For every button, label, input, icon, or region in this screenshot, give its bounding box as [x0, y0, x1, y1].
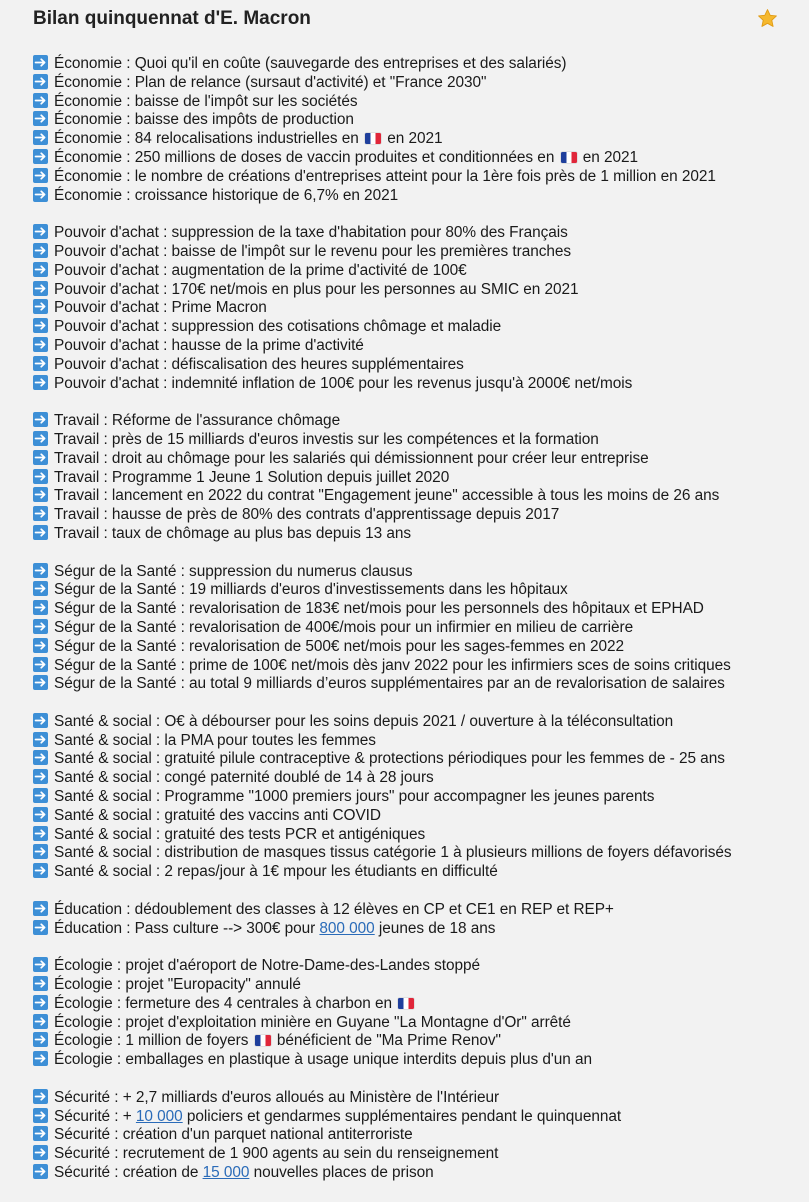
item-text: Sécurité : création d'un parquet national antiterroriste: [54, 1126, 413, 1144]
right-arrow-icon: [33, 788, 48, 803]
item-text: Ségur de la Santé : revalorisation de 400€/mois pour un infirmier en milieu de carrière: [54, 618, 634, 636]
right-arrow-icon: [33, 487, 48, 502]
right-arrow-icon: [33, 826, 48, 841]
right-arrow-icon: [33, 901, 48, 916]
item-text: en 2021: [578, 148, 639, 166]
item-text: Santé & social : la PMA pour toutes les femmes: [54, 731, 376, 749]
right-arrow-icon: [33, 732, 48, 747]
section-securite: [33, 1089, 803, 1183]
item-text: Ségur de la Santé : au total 9 milliards d’euros supplémentaires par an de revalorisation de salaires: [54, 675, 725, 693]
list-item: [33, 469, 803, 488]
list-item: [33, 788, 803, 807]
item-text: Économie : Quoi qu'il en coûte (sauvegarde des entreprises et des salariés): [54, 55, 567, 72]
list-item: [33, 1089, 803, 1108]
list-item: [33, 844, 803, 863]
item-text: Ségur de la Santé : suppression du numerus clausus: [54, 562, 413, 580]
right-arrow-icon: [33, 130, 48, 145]
list-item: [33, 976, 803, 995]
right-arrow-icon: [33, 111, 48, 126]
right-arrow-icon: [33, 619, 48, 634]
list-item: [33, 600, 803, 619]
right-arrow-icon: [33, 769, 48, 784]
list-item: [33, 93, 803, 112]
section-travail: [33, 412, 803, 544]
right-arrow-icon: [33, 337, 48, 352]
list-item: [33, 769, 803, 788]
list-item: [33, 1032, 803, 1051]
right-arrow-icon: [33, 1164, 48, 1179]
right-arrow-icon: [33, 807, 48, 822]
item-text: Santé & social : gratuité des tests PCR et antigéniques: [54, 825, 426, 843]
list-item: [33, 299, 803, 318]
item-text: Santé & social : Programme "1000 premiers jours" pour accompagner les jeunes parents: [54, 788, 655, 806]
right-arrow-icon: [33, 863, 48, 878]
list-item: [33, 638, 803, 657]
right-arrow-icon: [33, 750, 48, 765]
item-text: en 2021: [383, 130, 443, 148]
right-arrow-icon: [33, 243, 48, 258]
right-arrow-icon: [33, 1089, 48, 1104]
star-icon[interactable]: [757, 8, 778, 29]
section-economie: [33, 55, 803, 205]
right-arrow-icon: [33, 149, 48, 164]
list-item: [33, 55, 803, 74]
section-education: [33, 901, 803, 939]
item-text: Santé & social : gratuité pilule contraceptive & protections périodiques pour les femmes de - 25 ans: [54, 750, 725, 768]
right-arrow-icon: [33, 318, 48, 333]
list-item: [33, 262, 803, 281]
page-title: Bilan quinquennat d'E. Macron: [33, 8, 311, 29]
section-pouvoir-achat: [33, 224, 803, 393]
right-arrow-icon: [33, 187, 48, 202]
list-item: [33, 130, 803, 149]
right-arrow-icon: [33, 55, 48, 70]
right-arrow-icon: [33, 431, 48, 446]
item-text: Santé & social : congé paternité doublé de 14 à 28 jours: [54, 769, 434, 787]
item-text: Santé & social : O€ à débourser pour les soins depuis 2021 / ouverture à la téléconsultation: [54, 712, 674, 730]
item-text: Écologie : projet d'exploitation minière en Guyane "La Montagne d'Or" arrêté: [54, 1013, 571, 1031]
item-text: Écologie : projet "Europacity" annulé: [54, 976, 301, 994]
right-arrow-icon: [33, 957, 48, 972]
item-text: Ségur de la Santé : prime de 100€ net/mois dès janv 2022 pour les infirmiers sces de soins critiques: [54, 656, 731, 674]
list-item: [33, 1145, 803, 1164]
item-text: Sécurité : + 2,7 milliards d'euros alloués au Ministère de l'Intérieur: [54, 1088, 500, 1106]
list-item: [33, 337, 803, 356]
item-text: Pouvoir d'achat : baisse de l'impôt sur le revenu pour les premières tranches: [54, 242, 572, 260]
right-arrow-icon: [33, 93, 48, 108]
item-text: Économie : 84 relocalisations industrielles en: [54, 130, 364, 148]
right-arrow-icon: [33, 375, 48, 390]
list-item: [33, 1126, 803, 1145]
item-text: Pouvoir d'achat : 170€ net/mois en plus pour les personnes au SMIC en 2021: [54, 280, 579, 298]
item-text: nouvelles places de prison: [249, 1164, 434, 1182]
list-item: [33, 506, 803, 525]
list-item: [33, 243, 803, 262]
item-text: Santé & social : gratuité des vaccins anti COVID: [54, 806, 381, 824]
right-arrow-icon: [33, 224, 48, 239]
list-item: [33, 525, 803, 544]
list-item: [33, 1051, 803, 1070]
list-item: [33, 74, 803, 93]
item-text: Travail : lancement en 2022 du contrat "Engagement jeune" accessible à tous les moins de 26 ans: [54, 487, 720, 505]
list-item: [33, 957, 803, 976]
item-text: Pouvoir d'achat : suppression de la taxe d'habitation pour 80% des Français: [54, 224, 568, 242]
item-text: Écologie : fermeture des 4 centrales à charbon en: [54, 994, 397, 1012]
section-sante-social: [33, 713, 803, 882]
item-text: Économie : Plan de relance (sursaut d'activité) et "France 2030": [54, 73, 487, 91]
item-text: Travail : hausse de près de 80% des contrats d'apprentissage depuis 2017: [54, 506, 560, 524]
list-item: [33, 187, 803, 206]
list-item: [33, 901, 803, 920]
item-text: Travail : taux de chômage au plus bas depuis 13 ans: [54, 524, 412, 542]
right-arrow-icon: [33, 469, 48, 484]
list-item: [33, 281, 803, 300]
item-text: jeunes de 18 ans: [374, 919, 496, 937]
item-text: Pouvoir d'achat : défiscalisation des heures supplémentaires: [54, 355, 464, 373]
right-arrow-icon: [33, 1126, 48, 1141]
item-text: Sécurité : recrutement de 1 900 agents au sein du renseignement: [54, 1145, 499, 1163]
right-arrow-icon: [33, 657, 48, 672]
list-item: [33, 487, 803, 506]
item-text: Pouvoir d'achat : indemnité inflation de 100€ pour les revenus jusqu'à 2000€ net/mois: [54, 374, 633, 392]
item-text: Ségur de la Santé : revalorisation de 183€ net/mois pour les personnels des hôpitaux et EPHAD: [54, 600, 704, 618]
right-arrow-icon: [33, 600, 48, 615]
list-item: [33, 375, 803, 394]
item-text: Travail : près de 15 milliards d'euros investis sur les compétences et la formation: [54, 430, 599, 448]
item-text: Économie : 250 millions de doses de vaccin produites et conditionnées en: [54, 148, 559, 166]
item-text: Écologie : 1 million de foyers: [54, 1032, 253, 1050]
right-arrow-icon: [33, 675, 48, 690]
header: [0, 0, 809, 40]
number-link[interactable]: 800 000: [319, 919, 375, 937]
right-arrow-icon: [33, 920, 48, 935]
item-text: Santé & social : distribution de masques tissus catégorie 1 à plusieurs millions de foyers défavorisés: [54, 844, 732, 862]
right-arrow-icon: [33, 1145, 48, 1160]
item-text: Écologie : emballages en plastique à usage unique interdits depuis plus d'un an: [54, 1051, 593, 1069]
item-text: Éducation : dédoublement des classes à 12 élèves en CP et CE1 en REP et REP+: [54, 900, 614, 918]
france-flag-icon: [365, 133, 381, 144]
right-arrow-icon: [33, 995, 48, 1010]
list-item: [33, 995, 803, 1014]
right-arrow-icon: [33, 281, 48, 296]
list-item: [33, 563, 803, 582]
item-text: Éducation : Pass culture --> 300€ pour: [54, 919, 320, 937]
list-item: [33, 1014, 803, 1033]
item-text: Santé & social : 2 repas/jour à 1€ mpour les étudiants en difficulté: [54, 863, 498, 881]
item-text: Pouvoir d'achat : suppression des cotisations chômage et maladie: [54, 318, 502, 336]
item-text: Pouvoir d'achat : Prime Macron: [54, 299, 267, 317]
item-text: Économie : baisse de l'impôt sur les sociétés: [54, 92, 358, 110]
list-item: [33, 1108, 803, 1127]
france-flag-icon: [561, 152, 577, 163]
list-item: [33, 581, 803, 600]
item-text: Pouvoir d'achat : augmentation de la prime d'activité de 100€: [54, 261, 467, 279]
item-text: Économie : croissance historique de 6,7% en 2021: [54, 186, 399, 204]
item-text: Économie : le nombre de créations d'entreprises atteint pour la 1ère fois près de 1 million en 2021: [54, 167, 716, 185]
right-arrow-icon: [33, 356, 48, 371]
section-ecologie: [33, 957, 803, 1070]
list-item: [33, 356, 803, 375]
right-arrow-icon: [33, 638, 48, 653]
bilan-list: [33, 55, 803, 1202]
france-flag-icon: [255, 1035, 271, 1046]
right-arrow-icon: [33, 450, 48, 465]
item-text: Ségur de la Santé : revalorisation de 500€ net/mois pour les sages-femmes en 2022: [54, 637, 625, 655]
number-link[interactable]: 15 000: [202, 1164, 250, 1182]
right-arrow-icon: [33, 581, 48, 596]
list-item: [33, 149, 803, 168]
right-arrow-icon: [33, 506, 48, 521]
list-item: [33, 1164, 803, 1183]
list-item: [33, 675, 803, 694]
right-arrow-icon: [33, 1108, 48, 1123]
right-arrow-icon: [33, 168, 48, 183]
right-arrow-icon: [33, 844, 48, 859]
list-item: [33, 826, 803, 845]
list-item: [33, 713, 803, 732]
item-text: Travail : Réforme de l'assurance chômage: [54, 412, 341, 430]
france-flag-icon: [398, 998, 414, 1009]
list-item: [33, 224, 803, 243]
right-arrow-icon: [33, 713, 48, 728]
item-text: Ségur de la Santé : 19 milliards d'euros d'investissements dans les hôpitaux: [54, 581, 568, 599]
list-item: [33, 807, 803, 826]
item-text: Travail : Programme 1 Jeune 1 Solution depuis juillet 2020: [54, 468, 450, 486]
section-segur-sante: [33, 563, 803, 695]
item-text: Travail : droit au chômage pour les salariés qui démissionnent pour créer leur entreprise: [54, 449, 649, 467]
list-item: [33, 168, 803, 187]
list-item: [33, 111, 803, 130]
item-text: Économie : baisse des impôts de production: [54, 111, 354, 129]
right-arrow-icon: [33, 412, 48, 427]
list-item: [33, 657, 803, 676]
item-text: Pouvoir d'achat : hausse de la prime d'activité: [54, 336, 364, 354]
right-arrow-icon: [33, 74, 48, 89]
list-item: [33, 750, 803, 769]
right-arrow-icon: [33, 1051, 48, 1066]
item-text: Sécurité : +: [54, 1107, 136, 1125]
list-item: [33, 412, 803, 431]
list-item: [33, 450, 803, 469]
item-text: bénéficient de "Ma Prime Renov": [272, 1032, 501, 1050]
right-arrow-icon: [33, 262, 48, 277]
right-arrow-icon: [33, 1014, 48, 1029]
right-arrow-icon: [33, 525, 48, 540]
right-arrow-icon: [33, 1032, 48, 1047]
list-item: [33, 920, 803, 939]
item-text: policiers et gendarmes supplémentaires pendant le quinquennat: [182, 1107, 622, 1125]
right-arrow-icon: [33, 976, 48, 991]
list-item: [33, 732, 803, 751]
number-link[interactable]: 10 000: [135, 1107, 183, 1125]
right-arrow-icon: [33, 563, 48, 578]
list-item: [33, 318, 803, 337]
list-item: [33, 863, 803, 882]
list-item: [33, 431, 803, 450]
item-text: Écologie : projet d'aéroport de Notre-Dame-des-Landes stoppé: [54, 957, 480, 975]
item-text: Sécurité : création de: [54, 1164, 203, 1182]
list-item: [33, 619, 803, 638]
right-arrow-icon: [33, 299, 48, 314]
